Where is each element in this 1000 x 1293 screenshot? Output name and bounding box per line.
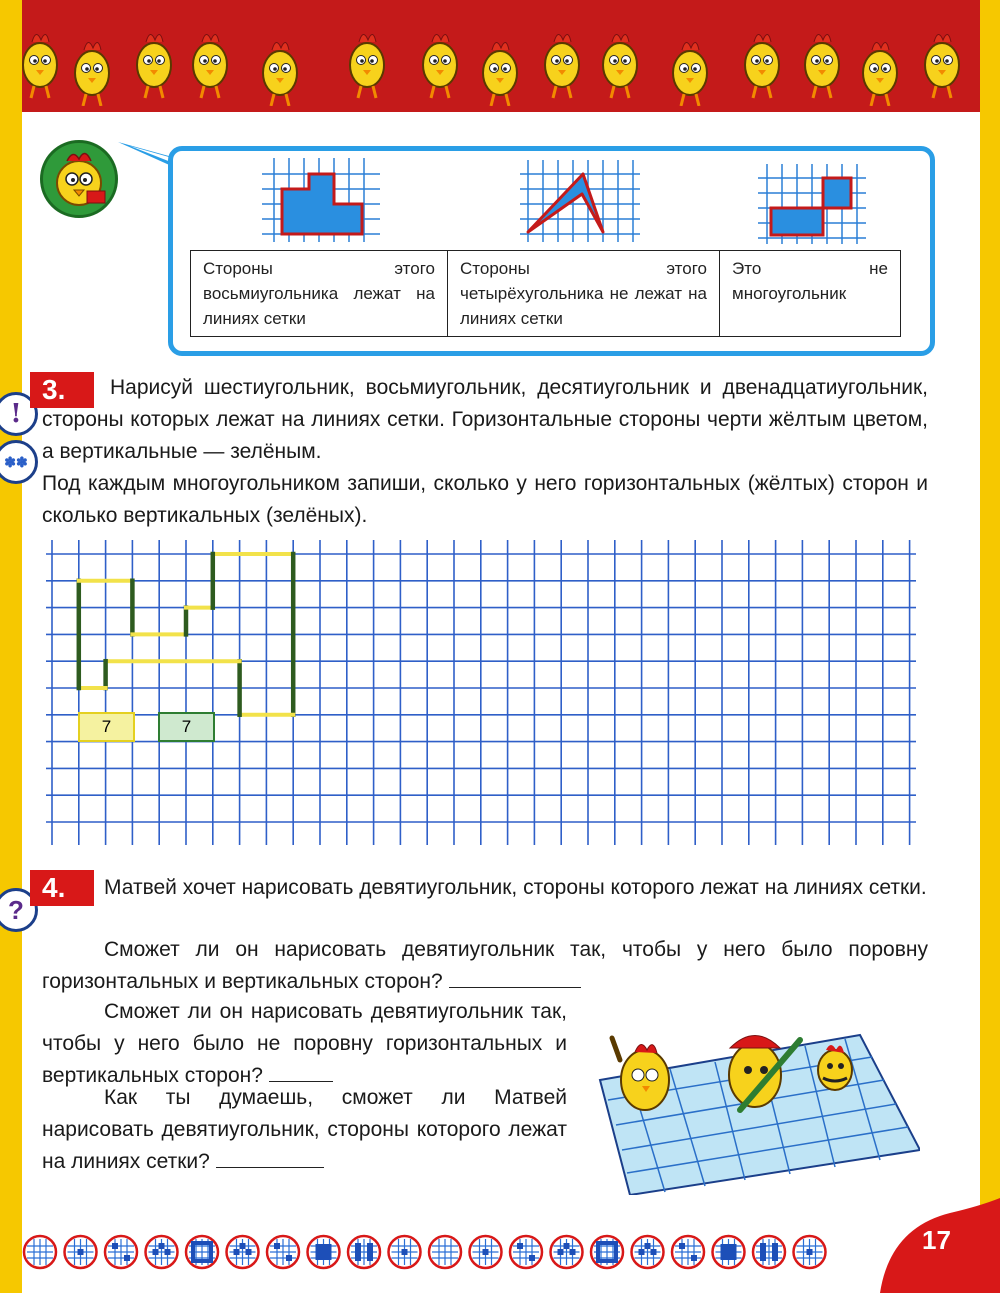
task-3-text <box>42 372 928 532</box>
task-4-intro-text: Матвей хочет нарисовать девятиугольник, стороны которого лежат на линиях сетки. <box>104 876 927 899</box>
pattern-circle <box>65 1236 97 1268</box>
pattern-circle <box>429 1236 461 1268</box>
table-cell: Это не многоугольник <box>720 251 901 337</box>
example-octagon-grid <box>262 158 380 242</box>
task-4-intro <box>42 872 928 904</box>
pattern-circle <box>713 1236 745 1268</box>
pattern-circle <box>146 1236 178 1268</box>
decorative-pattern-strip <box>22 1232 882 1272</box>
chick-character <box>745 34 779 98</box>
pattern-circle <box>753 1236 785 1268</box>
task-4-q2-text: Сможет ли он нарисовать девятиугольник так, чтобы у него было не поровну горизонтальных и вертикальных сторон? <box>42 1000 567 1087</box>
task-4-question-3 <box>42 1082 567 1178</box>
teacher-chick-icon <box>43 143 115 215</box>
example-quadrilateral-grid <box>520 160 640 242</box>
pattern-circle <box>267 1236 299 1268</box>
chick-character <box>23 34 57 98</box>
answer-3-line[interactable] <box>216 1147 324 1168</box>
teacher-chick-avatar <box>40 140 118 218</box>
answer-1-line[interactable] <box>449 967 581 988</box>
pattern-circle <box>227 1236 259 1268</box>
chick-character <box>545 34 579 98</box>
pattern-circle <box>470 1236 502 1268</box>
pattern-circle <box>24 1236 56 1268</box>
exclamation-badge-icon: ! <box>0 392 38 436</box>
pattern-circle <box>794 1236 826 1268</box>
pattern-circle <box>105 1236 137 1268</box>
chick-character <box>75 42 109 106</box>
examples-table <box>190 250 901 337</box>
table-cell: Стороны этого четырёхугольника не лежат на линиях сетки <box>448 251 720 337</box>
task-3-paragraph-1: Нарисуй шестиугольник, восьмиугольник, десятиугольник и двенадцатиугольник, стороны которых лежат на линиях сетки. Горизонтальные стороны черти жёлтым цветом, а вертикальные — зелёным. <box>42 376 928 463</box>
pattern-circle <box>348 1236 380 1268</box>
chick-character <box>483 42 517 106</box>
task-4-q1-text: Сможет ли он нарисовать девятиугольник так, чтобы у него было поровну горизонтальных и вертикальных сторон? <box>42 938 928 993</box>
table-row <box>191 251 901 337</box>
task-4-question-2 <box>42 996 567 1092</box>
task-4-number: 4. <box>30 870 94 906</box>
example-not-polygon-grid <box>758 164 866 244</box>
pattern-circle <box>389 1236 421 1268</box>
gears-badge-icon: ✽✽ <box>0 440 38 484</box>
chick-character <box>350 34 384 98</box>
page-number: 17 <box>922 1225 951 1255</box>
chick-character <box>193 34 227 98</box>
pattern-circle <box>186 1236 218 1268</box>
chick-characters-row <box>22 10 980 106</box>
green-sides-count-box: 7 <box>158 712 215 742</box>
chick-character <box>603 34 637 98</box>
table-cell: Стороны этого восьмиугольника лежат на линиях сетки <box>191 251 448 337</box>
pattern-circle <box>308 1236 340 1268</box>
question-badge-icon: ? <box>0 888 38 932</box>
chick-character <box>137 34 171 98</box>
chick-character <box>423 34 457 98</box>
answer-2-line[interactable] <box>269 1061 333 1082</box>
task-3-paragraph-2: Под каждым многоугольником запиши, сколько у него горизонтальных (жёлтых) сторон и сколько вертикальных (зелёных). <box>42 472 928 527</box>
answer-drawing-grid[interactable] <box>46 540 916 845</box>
chick-character <box>673 42 707 106</box>
chick-character <box>805 34 839 98</box>
task-3-number: 3. <box>30 372 94 408</box>
pattern-circle <box>551 1236 583 1268</box>
chick-character <box>263 42 297 106</box>
pattern-circle <box>632 1236 664 1268</box>
yellow-sides-count-box: 7 <box>78 712 135 742</box>
pattern-circle <box>510 1236 542 1268</box>
pattern-circle <box>672 1236 704 1268</box>
chick-character <box>925 34 959 98</box>
task-4-question-1 <box>42 934 928 998</box>
chick-character <box>863 42 897 106</box>
pattern-circle <box>591 1236 623 1268</box>
chicks-on-grid-illustration <box>590 1000 920 1195</box>
task-4-q3-text: Как ты думаешь, сможет ли Матвей нарисовать девятиугольник, стороны которого лежат на линиях сетки? <box>42 1086 567 1173</box>
